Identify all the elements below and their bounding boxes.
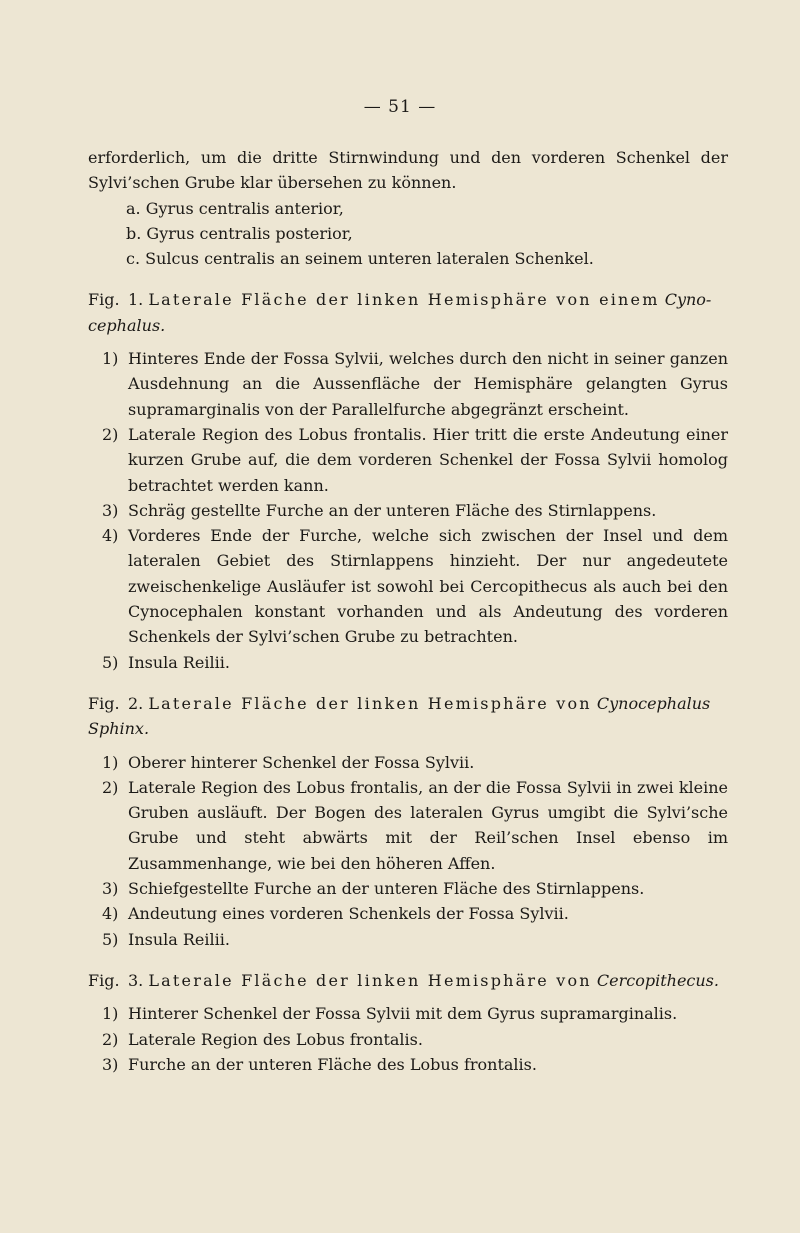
body-text [88,145,728,1077]
list-item [88,876,728,901]
item-text: Furche an der unteren Fläche des Lobus frontalis. [128,1054,537,1074]
figure-2-heading [88,691,728,742]
figure-3-items [88,1001,728,1077]
figure-title: Laterale Fläche der linken Hemisphäre von einem [148,290,660,310]
list-item [88,650,728,675]
item-number: 1) [102,349,119,369]
intro-paragraph: erforderlich, um die dritte Stirnwindung und den vorderen Schenkel der Sylvi’schen Grube klar übersehen zu können. [88,148,728,193]
figure-number: 2. [128,693,144,713]
item-number: 1) [102,1004,119,1024]
list-item [88,775,728,876]
item-number: 3) [102,1054,119,1074]
item-number: 2) [102,777,119,797]
item-text: Hinteres Ende der Fossa Sylvii, welches durch den nicht in seiner ganzen Ausdehnung an die Aussenfläche der Hemisphäre gelangten Gyrus supramarginalis von der Parallelfurche abgegränzt erscheint. [128,349,728,419]
item-text: Schräg gestellte Furche an der unteren Fläche des Stirnlappens. [128,500,657,520]
item-text: Vorderes Ende der Furche, welche sich zwischen der Insel und dem lateralen Gebiet des Stirnlappens hinzieht. Der nur angedeutete zweischenkelige Ausläufer ist sowohl bei Cercopithecus als auch bei den Cynocephalen konstant vorhanden und als Andeutung des vorderen Schenkels der Sylvi’schen Grube zu betrachten. [128,526,728,647]
list-item [88,901,728,926]
list-item [88,1052,728,1077]
item-text: Laterale Region des Lobus frontalis. [128,1029,423,1049]
figure-3-heading [88,968,728,993]
list-item [88,422,728,498]
list-item [88,1001,728,1026]
figure-1-heading [88,287,728,338]
item-text: Schiefgestellte Furche an der unteren Fläche des Stirnlappens. [128,879,645,899]
item-text: Insula Reilii. [128,652,230,672]
figure-1-items [88,346,728,675]
item-number: 3) [102,879,119,899]
page-number: — 51 — [363,97,437,117]
item-text: Laterale Region des Lobus frontalis, an der die Fossa Sylvii in zwei kleine Gruben ausläuft. Der Bogen des lateralen Gyrus umgibt die Sylvi’sche Grube und steht abwärts mit der Reil’schen Insel ebenso im Zusammenhange, wie bei den höheren Affen. [128,777,728,873]
subitem-a: a. Gyrus centralis anterior, [126,198,344,218]
figure-label: Fig. [88,290,120,310]
item-number: 1) [102,752,119,772]
item-number: 4) [102,526,119,546]
list-item [88,523,728,649]
item-number: 5) [102,929,119,949]
figure-label: Fig. [88,693,120,713]
list-item [88,1027,728,1052]
list-item [88,498,728,523]
subitem-b: b. Gyrus centralis posterior, [126,223,353,243]
item-number: 5) [102,652,119,672]
figure-species: Cynocephalus Sphinx. [88,693,711,739]
item-number: 2) [102,424,119,444]
subitem-c: c. Sulcus centralis an seinem unteren lateralen Schenkel. [126,249,594,269]
figure-species: Cercopithecus. [596,970,719,990]
figure-title: Laterale Fläche der linken Hemisphäre von [148,693,592,713]
figure-label: Fig. [88,970,120,990]
item-text: Laterale Region des Lobus frontalis. Hier tritt die erste Andeutung einer kurzen Grube auf, die dem vorderen Schenkel der Fossa Sylvii homolog betrachtet werden kann. [128,424,728,495]
item-text: Insula Reilii. [128,929,230,949]
item-number: 3) [102,500,119,520]
figure-number: 3. [128,970,144,990]
item-number: 4) [102,904,119,924]
figure-2-items [88,750,728,952]
list-item [88,346,728,422]
item-text: Oberer hinterer Schenkel der Fossa Sylvii. [128,752,475,772]
figure-title: Laterale Fläche der linken Hemisphäre von [148,970,592,990]
item-number: 2) [102,1029,119,1049]
figure-number: 1. [128,290,144,310]
item-text: Hinterer Schenkel der Fossa Sylvii mit dem Gyrus supramarginalis. [128,1004,678,1024]
list-item [88,927,728,952]
item-text: Andeutung eines vorderen Schenkels der Fossa Sylvii. [128,904,569,924]
intro-subitems [88,196,728,272]
list-item [88,750,728,775]
figure-species: Cyno-cephalus. [88,290,712,335]
